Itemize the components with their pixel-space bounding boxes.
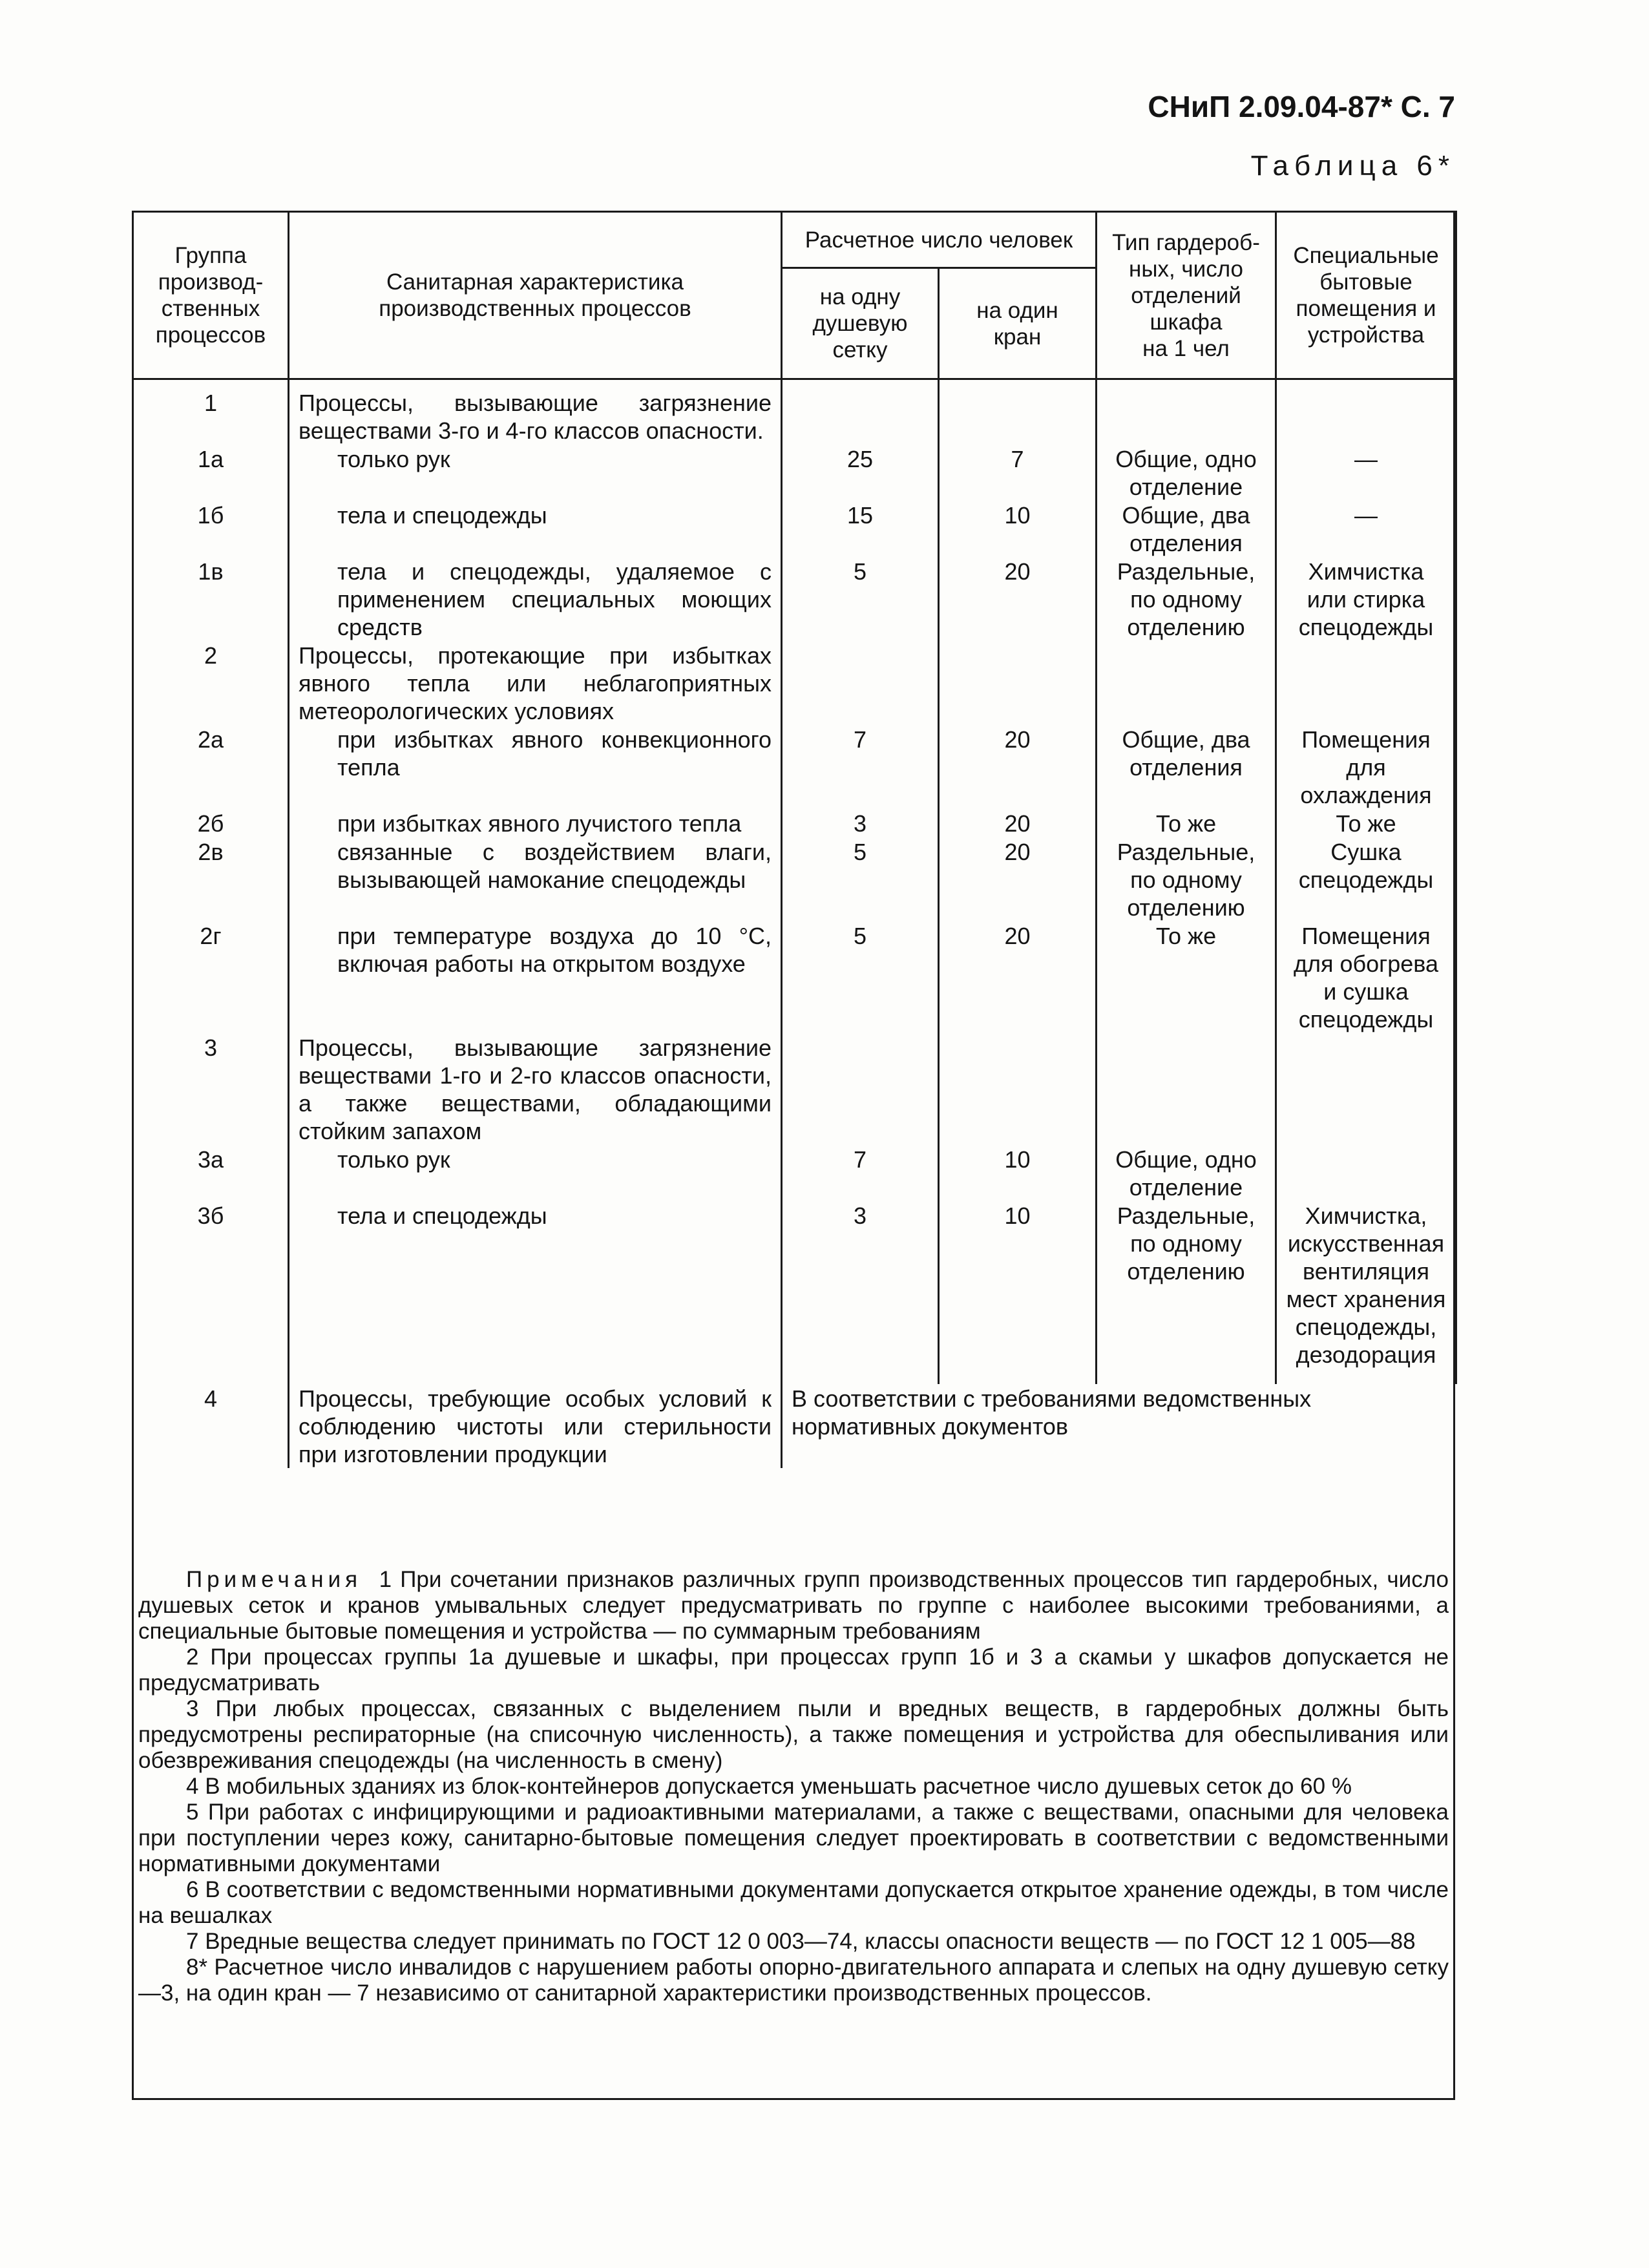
col-header-group-line: производ- bbox=[158, 269, 264, 295]
col-header-per-shower: на одну душевую сетку bbox=[782, 268, 939, 379]
cell-group: 2г bbox=[133, 921, 289, 1033]
table-title: Таблица 6* bbox=[1250, 150, 1455, 182]
cell-special bbox=[1276, 379, 1456, 445]
cell-per-shower bbox=[782, 379, 939, 445]
table-row bbox=[133, 921, 1456, 1033]
table-row bbox=[133, 557, 1456, 641]
col-header-wardrobe-line: отделений bbox=[1131, 282, 1241, 308]
cell-per-shower: 7 bbox=[782, 725, 939, 809]
cell-wardrobe: Общие, одно отделение bbox=[1097, 445, 1276, 501]
table-row bbox=[133, 1145, 1456, 1201]
cell-merged-requirements: В соответствии с требованиями ведомственных нормативных документов bbox=[782, 1384, 1456, 1468]
col-header-wardrobe-line: Тип гардероб- bbox=[1112, 229, 1260, 255]
table-row bbox=[133, 1201, 1456, 1369]
cell-per-tap: 20 bbox=[939, 725, 1097, 809]
cell-per-tap: 20 bbox=[939, 809, 1097, 837]
cell-characteristic: Процессы, протекающие при избытках явного тепла или неблагоприятных метеорологических условиях bbox=[289, 641, 782, 725]
cell-special: То же bbox=[1276, 809, 1456, 837]
cell-wardrobe: Раздельные, по одному отделению bbox=[1097, 557, 1276, 641]
table-row bbox=[133, 501, 1456, 557]
cell-per-shower bbox=[782, 1033, 939, 1145]
col-header-special: Специальные бытовые помещения и устройства bbox=[1276, 212, 1456, 379]
table-row bbox=[133, 379, 1456, 445]
spacer-cell bbox=[782, 1369, 939, 1384]
cell-per-shower: 5 bbox=[782, 837, 939, 921]
cell-group: 1в bbox=[133, 557, 289, 641]
col-header-wardrobe-line: ных, число bbox=[1129, 256, 1243, 282]
notes-block bbox=[138, 1567, 1449, 2006]
cell-special bbox=[1276, 1033, 1456, 1145]
sanitary-table bbox=[132, 211, 1457, 1468]
cell-special: Помещения для обогрева и сушка спецодежды bbox=[1276, 921, 1456, 1033]
cell-characteristic: тела и спецодежды bbox=[289, 1201, 782, 1369]
note-5: 5 При работах с инфицирующими и радиоактивными материалами, а также с веществами, опасными для человека при поступлении через кожу, санитарно-бытовые помещения следует проектировать в соответствии с ведомственными нормативными документами bbox=[138, 1800, 1449, 1876]
cell-group: 2а bbox=[133, 725, 289, 809]
col-header-group-line: ственных bbox=[161, 296, 260, 321]
cell-per-shower: 7 bbox=[782, 1145, 939, 1201]
cell-characteristic: тела и спецодежды bbox=[289, 501, 782, 557]
col-header-group bbox=[133, 212, 289, 379]
cell-group: 3б bbox=[133, 1201, 289, 1369]
cell-group: 2б bbox=[133, 809, 289, 837]
table-row bbox=[133, 809, 1456, 837]
col-header-group-line: Группа bbox=[174, 243, 247, 268]
cell-per-shower: 3 bbox=[782, 1201, 939, 1369]
table-row bbox=[133, 641, 1456, 725]
note-text: 1 При сочетании признаков различных групп производственных процессов тип гардеробных, число душевых сеток и кранов умывальных следует предусматривать по группе с наиболее высокими требованиями, а специальные бытовые помещения и устройства — по суммарным требованиям bbox=[138, 1567, 1449, 1644]
table-row-4 bbox=[133, 1384, 1456, 1468]
cell-characteristic: Процессы, требующие особых условий к соблюдению чистоты или стерильности при изготовлении продукции bbox=[289, 1384, 782, 1468]
spacer-cell bbox=[289, 1369, 782, 1384]
cell-group: 3а bbox=[133, 1145, 289, 1201]
cell-wardrobe: Раздельные, по одному отделению bbox=[1097, 1201, 1276, 1369]
col-header-wardrobe-line: шкафа bbox=[1150, 309, 1223, 335]
cell-per-tap: 10 bbox=[939, 1201, 1097, 1369]
col-header-per-tap: на один кран bbox=[939, 268, 1097, 379]
cell-wardrobe: То же bbox=[1097, 921, 1276, 1033]
note-8: 8* Расчетное число инвалидов с нарушением работы опорно-двигательного аппарата и слепых на одну душевую сетку —3, на один кран — 7 независимо от санитарной характеристики производственных процессов. bbox=[138, 1955, 1449, 2006]
cell-wardrobe bbox=[1097, 1033, 1276, 1145]
cell-special: — bbox=[1276, 501, 1456, 557]
cell-group: 1а bbox=[133, 445, 289, 501]
cell-group: 3 bbox=[133, 1033, 289, 1145]
table-header-row bbox=[133, 212, 1456, 268]
spacer-cell bbox=[939, 1369, 1097, 1384]
col-header-characteristic: Санитарная характеристика производственных процессов bbox=[289, 212, 782, 379]
cell-wardrobe bbox=[1097, 641, 1276, 725]
cell-group: 4 bbox=[133, 1384, 289, 1468]
cell-per-tap: 10 bbox=[939, 1145, 1097, 1201]
note-3: 3 При любых процессах, связанных с выделением пыли и вредных веществ, в гардеробных должны быть предусмотрены респираторные (на списочную численность), а также помещения и устройства для обеспыливания или обезвреживания спецодежды (на численность в смену) bbox=[138, 1696, 1449, 1773]
running-header: СНиП 2.09.04-87* С. 7 bbox=[1148, 90, 1455, 123]
cell-wardrobe: Общие, два отделения bbox=[1097, 501, 1276, 557]
cell-per-tap: 20 bbox=[939, 837, 1097, 921]
cell-per-tap bbox=[939, 641, 1097, 725]
spacer-cell bbox=[1276, 1369, 1456, 1384]
cell-characteristic: при избытках явного лучистого тепла bbox=[289, 809, 782, 837]
table-row bbox=[133, 725, 1456, 809]
note-7: 7 Вредные вещества следует принимать по ГОСТ 12 0 003—74, классы опасности веществ — по ГОСТ 12 1 005—88 bbox=[186, 1929, 1416, 1954]
note-2: 2 При процессах группы 1а душевые и шкафы, при процессах групп 1б и 3 а скамьи у шкафов допускается не предусматривать bbox=[138, 1644, 1449, 1696]
cell-special: — bbox=[1276, 445, 1456, 501]
cell-characteristic: только рук bbox=[289, 1145, 782, 1201]
cell-special: Химчистка или стирка спецодежды bbox=[1276, 557, 1456, 641]
col-header-wardrobe-line: на 1 чел bbox=[1142, 335, 1230, 361]
table-row bbox=[133, 837, 1456, 921]
cell-characteristic: при температуре воздуха до 10 °С, включая работы на открытом воздухе bbox=[289, 921, 782, 1033]
cell-special: Сушка спецодежды bbox=[1276, 837, 1456, 921]
col-header-group-line: процессов bbox=[155, 322, 266, 348]
cell-special: Помещения для охлаждения bbox=[1276, 725, 1456, 809]
cell-per-tap bbox=[939, 379, 1097, 445]
cell-per-tap: 20 bbox=[939, 557, 1097, 641]
cell-characteristic: Процессы, вызывающие загрязнение веществами 3-го и 4-го классов опасности. bbox=[289, 379, 782, 445]
col-header-people: Расчетное число человек bbox=[782, 212, 1097, 268]
cell-per-shower: 15 bbox=[782, 501, 939, 557]
cell-wardrobe: То же bbox=[1097, 809, 1276, 837]
cell-special: Химчистка, искусственная вентиляция мест хранения спецодежды, дезодорация bbox=[1276, 1201, 1456, 1369]
cell-special bbox=[1276, 1145, 1456, 1201]
notes-title: Примечания bbox=[186, 1567, 362, 1592]
note-4: 4 В мобильных зданиях из блок-контейнеров допускается уменьшать расчетное число душевых сеток до 60 % bbox=[186, 1774, 1352, 1799]
cell-characteristic: связанные с воздействием влаги, вызывающей намокание спецодежды bbox=[289, 837, 782, 921]
cell-characteristic: тела и спецодежды, удаляемое с применением специальных моющих средств bbox=[289, 557, 782, 641]
cell-per-shower: 25 bbox=[782, 445, 939, 501]
cell-special bbox=[1276, 641, 1456, 725]
col-header-wardrobe bbox=[1097, 212, 1276, 379]
cell-per-shower: 5 bbox=[782, 921, 939, 1033]
cell-wardrobe: Общие, одно отделение bbox=[1097, 1145, 1276, 1201]
cell-group: 1 bbox=[133, 379, 289, 445]
cell-per-tap: 7 bbox=[939, 445, 1097, 501]
spacer-row bbox=[133, 1369, 1456, 1384]
cell-wardrobe bbox=[1097, 379, 1276, 445]
cell-per-tap bbox=[939, 1033, 1097, 1145]
cell-wardrobe: Общие, два отделения bbox=[1097, 725, 1276, 809]
cell-group: 2в bbox=[133, 837, 289, 921]
cell-wardrobe: Раздельные, по одному отделению bbox=[1097, 837, 1276, 921]
cell-characteristic: при избытках явного конвекционного тепла bbox=[289, 725, 782, 809]
cell-group: 1б bbox=[133, 501, 289, 557]
cell-per-shower: 3 bbox=[782, 809, 939, 837]
cell-characteristic: Процессы, вызывающие загрязнение веществами 1-го и 2-го классов опасности, а также веществами, обладающими стойким запахом bbox=[289, 1033, 782, 1145]
note-6: 6 В соответствии с ведомственными нормативными документами допускается открытое хранение одежды, в том числе на вешалках bbox=[138, 1877, 1449, 1928]
table-body bbox=[133, 379, 1456, 1469]
cell-per-shower bbox=[782, 641, 939, 725]
table-row bbox=[133, 1033, 1456, 1145]
cell-per-tap: 10 bbox=[939, 501, 1097, 557]
table-row bbox=[133, 445, 1456, 501]
cell-group: 2 bbox=[133, 641, 289, 725]
cell-characteristic: только рук bbox=[289, 445, 782, 501]
spacer-cell bbox=[133, 1369, 289, 1384]
cell-per-tap: 20 bbox=[939, 921, 1097, 1033]
cell-per-shower: 5 bbox=[782, 557, 939, 641]
spacer-cell bbox=[1097, 1369, 1276, 1384]
note-1 bbox=[138, 1567, 1449, 1644]
